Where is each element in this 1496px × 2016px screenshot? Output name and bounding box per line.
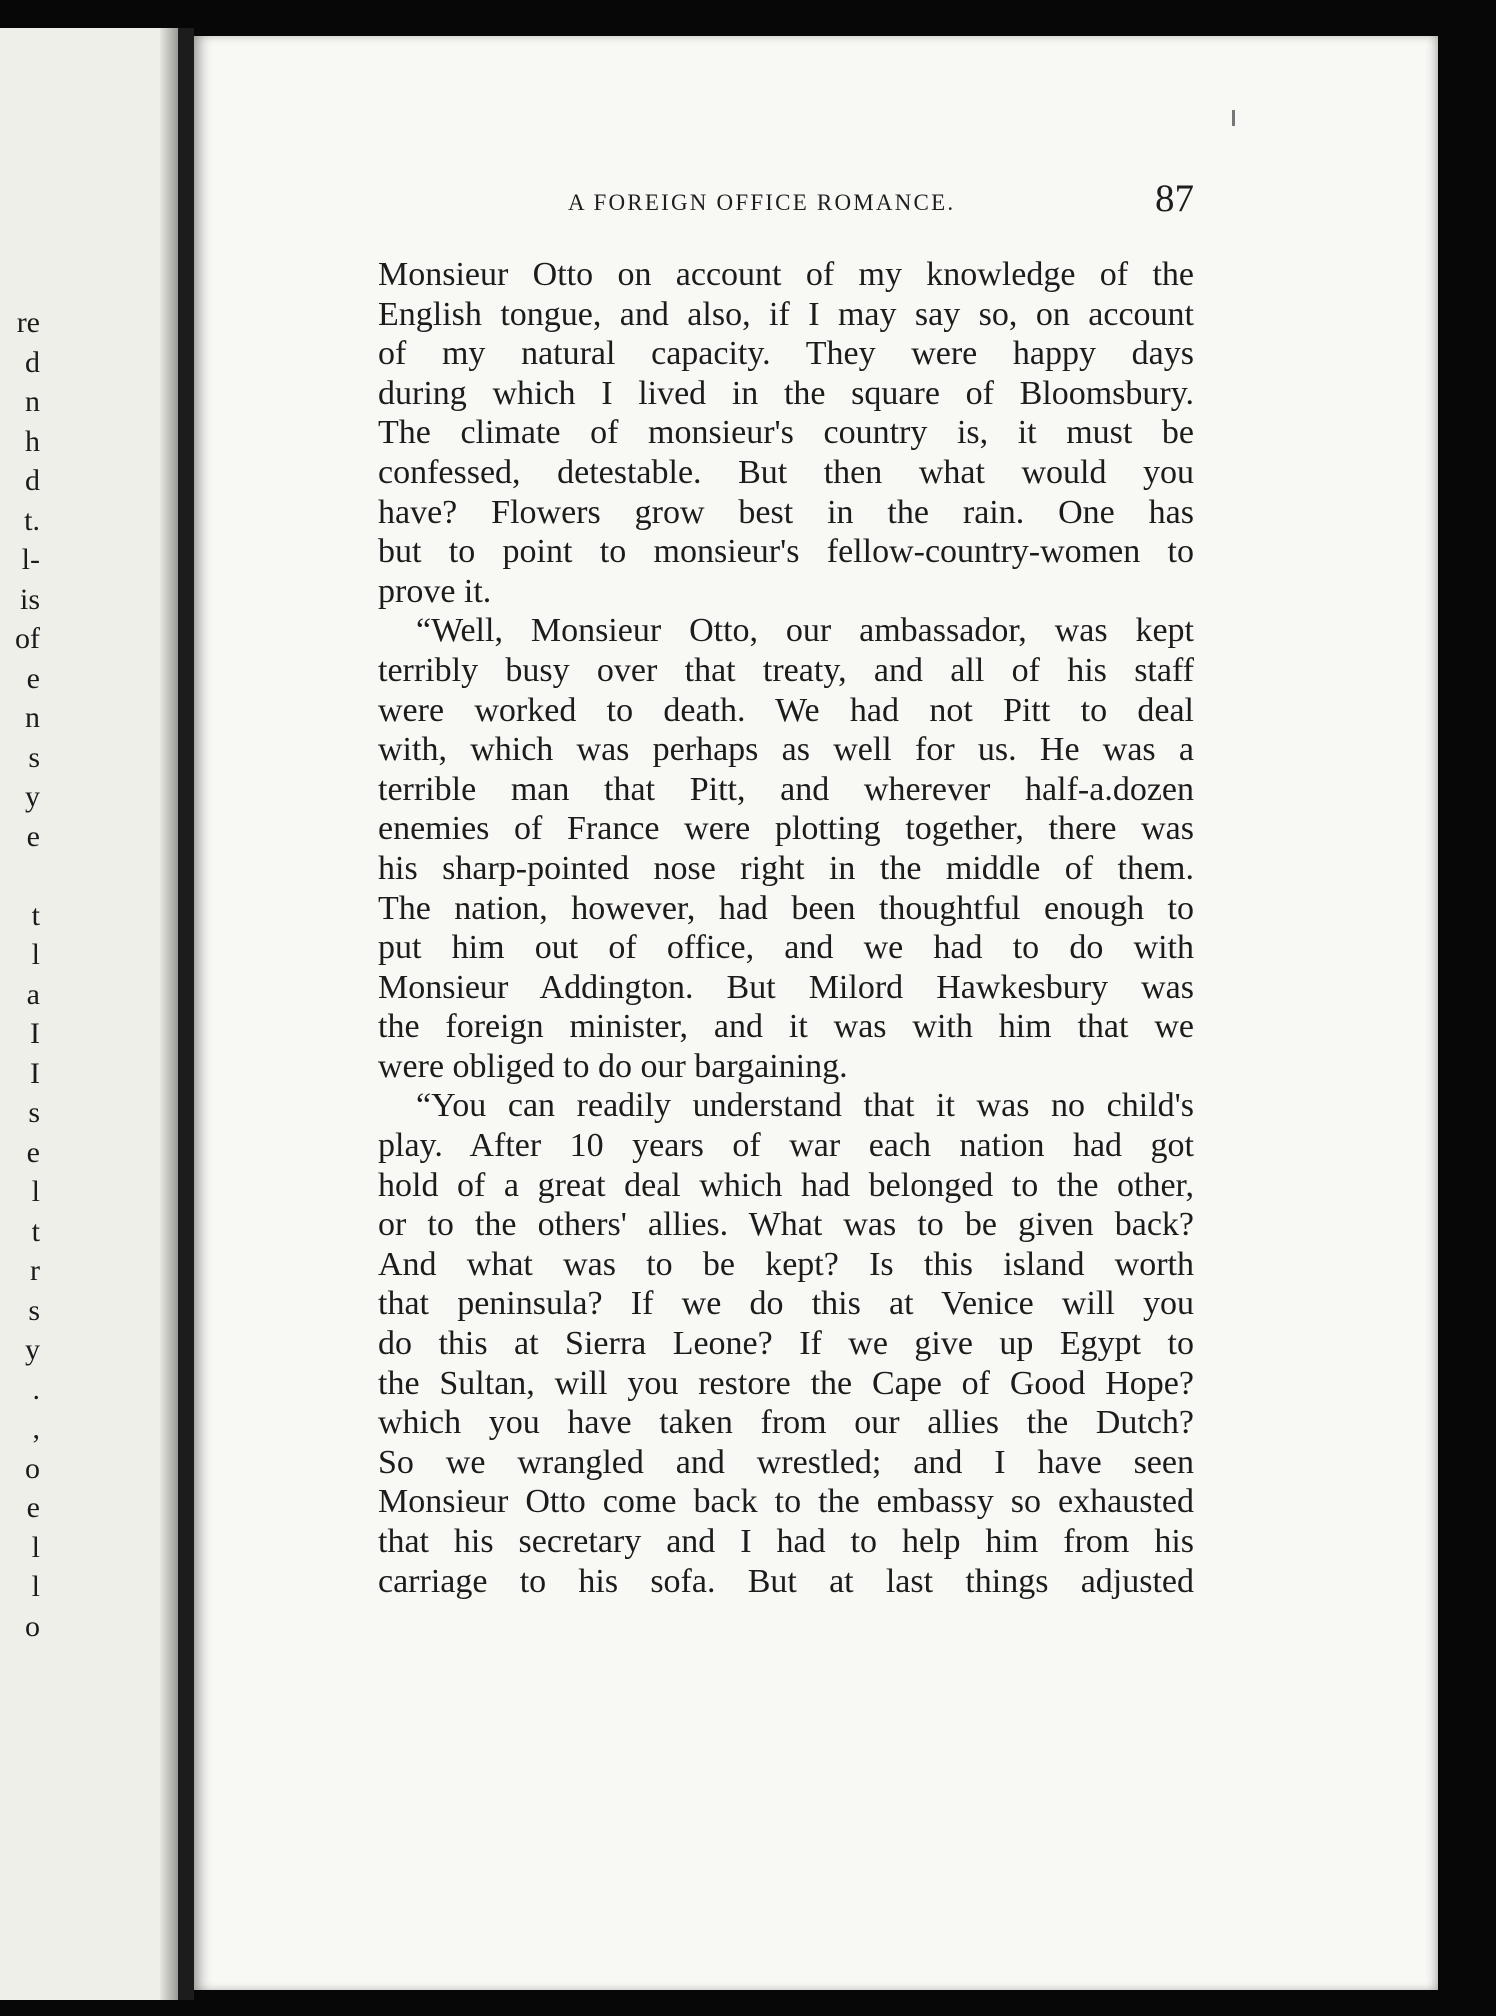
running-head-title: A FOREIGN OFFICE ROMANCE. <box>568 190 956 215</box>
left-fragment: y <box>25 1333 40 1366</box>
left-fragment: n <box>25 385 40 418</box>
running-head <box>370 166 1194 226</box>
text-line: during which I lived in the square of Bloomsbury. <box>378 374 1194 412</box>
text-line: put him out of office, and we had to do with <box>378 929 1194 967</box>
left-fragment: l <box>31 1570 40 1603</box>
page-number: 87 <box>1155 177 1194 220</box>
left-fragment: l <box>31 938 40 971</box>
text-line: prove it. <box>378 572 492 610</box>
text-line: So we wrangled and wrestled; and I have seen <box>378 1443 1194 1481</box>
text-line: Monsieur Otto come back to the embassy so exhausted <box>378 1483 1194 1521</box>
text-line: or to the others' allies. What was to be given back? <box>378 1206 1194 1244</box>
text-line: “Well, Monsieur Otto, our ambassador, was kept <box>416 612 1194 650</box>
left-fragment: of <box>15 622 40 655</box>
left-fragment: o <box>25 1609 40 1643</box>
left-fragment: d <box>25 464 40 497</box>
text-line: confessed, detestable. But then what would you <box>378 453 1194 491</box>
gutter-shadow <box>160 28 178 2000</box>
paragraph-1 <box>378 255 1194 611</box>
text-line: but to point to monsieur's fellow-country-women to <box>378 533 1194 571</box>
left-fragment: e <box>26 661 40 695</box>
left-fragment: d <box>25 345 40 379</box>
left-fragment <box>0 856 40 896</box>
text-line: have? Flowers grow best in the rain. One has <box>378 493 1194 531</box>
text-line: Monsieur Addington. But Milord Hawkesbury was <box>378 968 1194 1006</box>
text-line: that peninsula? If we do this at Venice will you <box>378 1285 1194 1323</box>
text-line: with, which was perhaps as well for us. He was a <box>378 731 1194 769</box>
text-line: play. After 10 years of war each nation had got <box>378 1127 1194 1165</box>
left-fragment: s <box>28 740 40 774</box>
left-page <box>0 28 178 2000</box>
text-line: And what was to be kept? Is this island worth <box>378 1245 1194 1283</box>
left-fragment: e <box>26 1135 40 1169</box>
text-line: were obliged to do our bargaining. <box>378 1047 848 1085</box>
text-line: Monsieur Otto on account of my knowledge of the <box>378 256 1194 293</box>
text-line: terribly busy over that treaty, and all of his staff <box>378 651 1194 689</box>
left-fragment: I <box>30 1056 40 1090</box>
left-fragment: . <box>32 1372 40 1406</box>
left-fragment: t. <box>24 503 40 537</box>
left-fragment: y <box>25 780 40 813</box>
text-line: do this at Sierra Leone? If we give up Egypt to <box>378 1325 1194 1363</box>
text-line: English tongue, and also, if I may say so, on account <box>378 295 1194 333</box>
left-fragment: n <box>25 701 40 734</box>
left-fragment: I <box>30 1017 40 1050</box>
page-mark <box>1232 110 1235 126</box>
left-fragment: is <box>19 582 40 616</box>
left-fragment: o <box>25 1451 40 1485</box>
left-fragment: re <box>16 306 40 339</box>
text-line: the Sultan, will you restore the Cape of Good Hope? <box>378 1364 1194 1402</box>
text-line: of my natural capacity. They were happy days <box>378 335 1194 373</box>
text-line: carriage to his sofa. But at last things adjusted <box>378 1562 1194 1600</box>
left-fragment: r <box>30 1254 40 1287</box>
text-line: terrible man that Pitt, and wherever half-a.dozen <box>378 770 1194 808</box>
text-line: “You can readily understand that it was no child's <box>416 1087 1194 1125</box>
left-fragment: a <box>26 977 40 1011</box>
left-fragment: s <box>28 1096 40 1129</box>
text-line: which you have taken from our allies the Dutch? <box>378 1404 1194 1442</box>
text-line: were worked to death. We had not Pitt to deal <box>378 691 1194 729</box>
text-line: The climate of monsieur's country is, it must be <box>378 414 1194 452</box>
paragraph-2 <box>378 611 1194 1086</box>
text-line: enemies of France were plotting together, there was <box>378 810 1194 848</box>
left-fragment: l <box>31 1530 40 1564</box>
text-line: his sharp-pointed nose right in the middle of them. <box>378 849 1194 887</box>
left-fragment: t <box>31 898 40 932</box>
text-line: that his secretary and I had to help him from his <box>378 1523 1194 1560</box>
text-line: The nation, however, had been thoughtful enough to <box>378 889 1194 927</box>
left-fragment: t <box>31 1214 40 1248</box>
book-spine <box>178 28 194 2000</box>
left-fragment: l- <box>21 543 40 576</box>
body-text <box>378 255 1194 1601</box>
paragraph-3 <box>378 1086 1194 1601</box>
left-page-text-fragments <box>0 303 40 1646</box>
text-line: hold of a great deal which had belonged to the other, <box>378 1166 1194 1204</box>
left-fragment: l <box>31 1175 40 1208</box>
left-fragment: e <box>26 1491 40 1524</box>
left-fragment: h <box>25 424 40 458</box>
left-fragment: s <box>28 1293 40 1327</box>
left-fragment: e <box>26 819 40 853</box>
left-fragment: , <box>32 1412 40 1445</box>
text-line: the foreign minister, and it was with him that we <box>378 1008 1194 1046</box>
